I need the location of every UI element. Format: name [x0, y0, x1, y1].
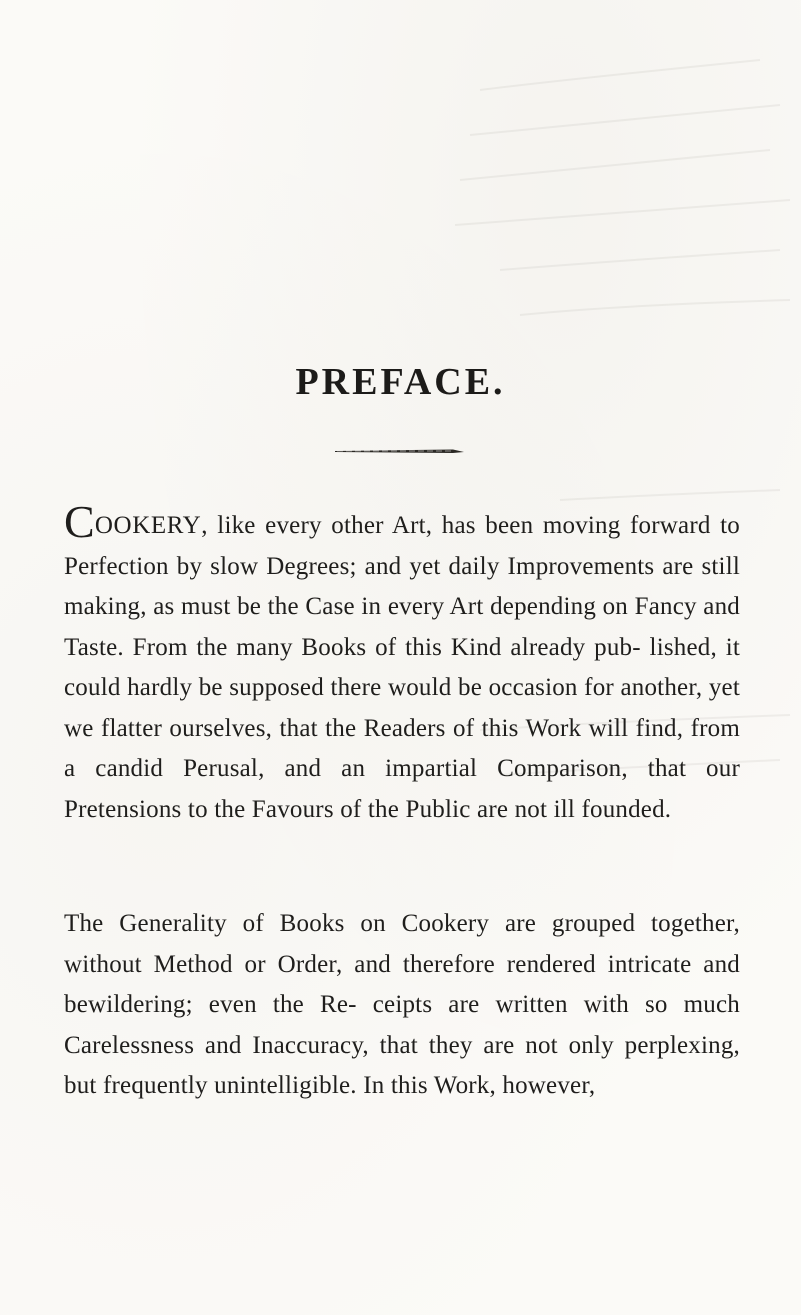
first-word-small-caps: OOKERY — [94, 512, 202, 539]
preface-paragraph-1 — [64, 496, 740, 830]
preface-paragraph-2 — [64, 904, 740, 1107]
paragraph-2-text: The Generality of Books on Cookery are grouped together, without Method or Order, and therefore rendered intricate and bewildering; even the Re- ceipts are written with so much Carelessness and Inaccuracy, that they are not only perplexing, but frequently unintelligible. In this Work, however, — [64, 910, 740, 1099]
paragraph-1-text: , like every other Art, has been moving forward to Perfection by slow Degrees; and yet daily Improvements are still making, as must be the Case in every Art depending on Fancy and Taste. From the many Books of this Kind already pub- lished, it could hardly be supposed there would be occasion for another, yet we flatter ourselves, that the Readers of this Work will find, from a candid Perusal, and an impartial Comparison, that our Pretensions to the Favours of the Public are not ill founded. — [64, 512, 740, 823]
title-ornamental-rule — [333, 446, 466, 456]
page-title: PREFACE. — [295, 361, 506, 403]
drop-cap: C — [64, 496, 95, 547]
